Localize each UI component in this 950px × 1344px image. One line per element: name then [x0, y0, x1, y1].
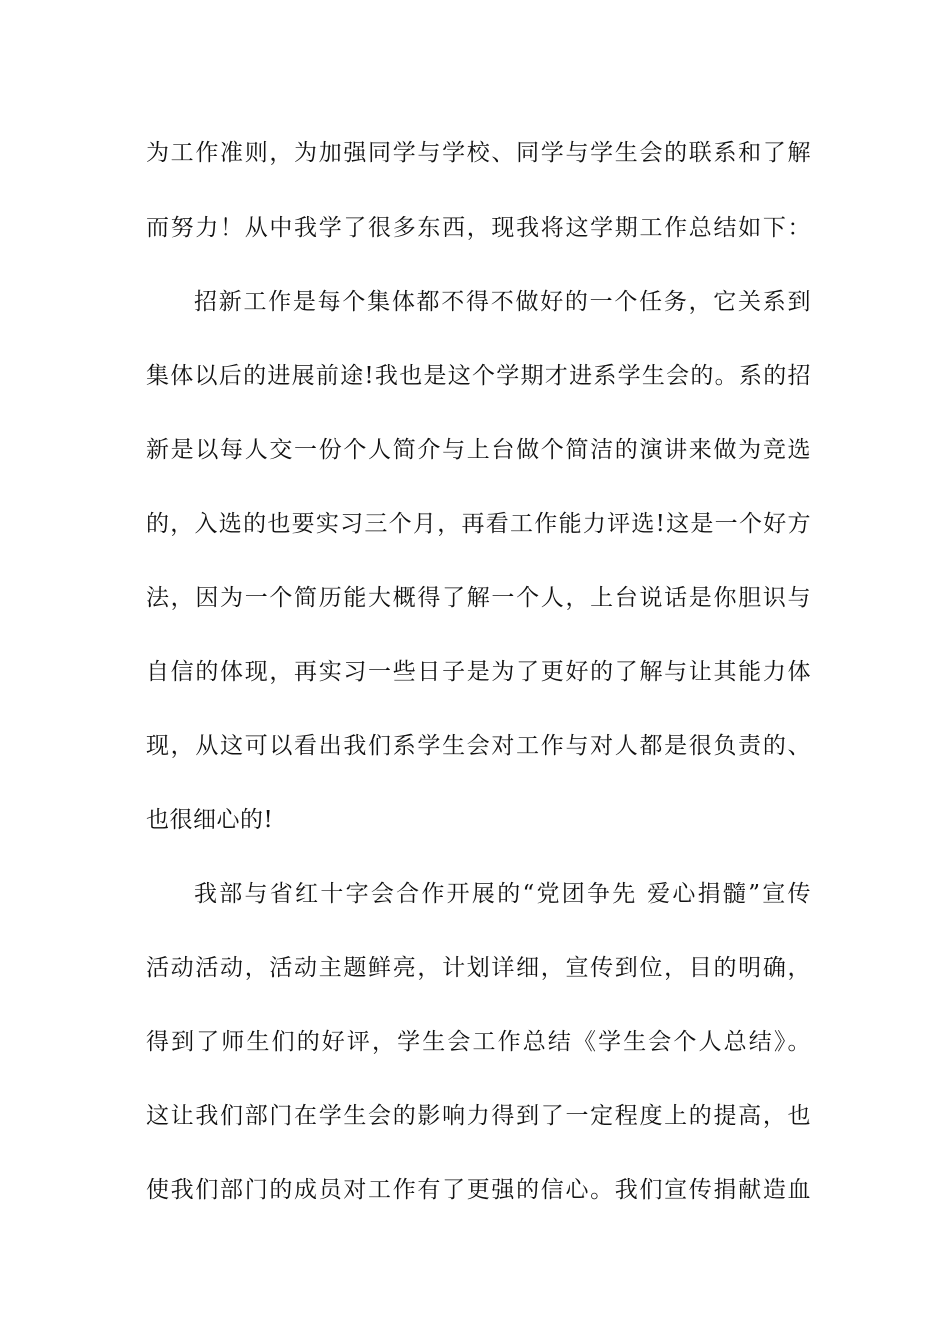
paragraph-line-5: 新是以每人交一份个人简介与上台做个简洁的演讲来做为竞选: [146, 437, 811, 463]
paragraph-line-7: 法，因为一个简历能大概得了解一个人，上台说话是你胆识与: [146, 585, 811, 611]
paragraph-line-14: 这让我们部门在学生会的影响力得到了一定程度上的提高，也: [146, 1103, 811, 1129]
paragraph-line-13: 得到了师生们的好评，学生会工作总结《学生会个人总结》。: [146, 1029, 811, 1055]
paragraph-line-10: 也很细心的!: [146, 807, 274, 833]
paragraph-line-11: 我部与省红十字会合作开展的“党团争先 爱心捐髓”宣传: [194, 881, 811, 907]
paragraph-line-2: 而努力！从中我学了很多东西，现我将这学期工作总结如下：: [146, 215, 811, 241]
paragraph-line-9: 现，从这可以看出我们系学生会对工作与对人都是很负责的、: [146, 733, 811, 759]
paragraph-line-3: 招新工作是每个集体都不得不做好的一个任务，它关系到: [194, 289, 811, 315]
paragraph-line-6: 的，入选的也要实习三个月，再看工作能力评选!这是一个好方: [146, 511, 811, 537]
paragraph-line-15: 使我们部门的成员对工作有了更强的信心。我们宣传捐献造血: [146, 1177, 811, 1203]
paragraph-line-1: 为工作准则，为加强同学与学校、同学与学生会的联系和了解: [146, 140, 811, 166]
paragraph-line-4: 集体以后的进展前途!我也是这个学期才进系学生会的。系的招: [146, 363, 811, 389]
paragraph-line-12: 活动活动，活动主题鲜亮，计划详细，宣传到位，目的明确，: [146, 955, 811, 981]
paragraph-line-8: 自信的体现，再实习一些日子是为了更好的了解与让其能力体: [146, 659, 811, 685]
